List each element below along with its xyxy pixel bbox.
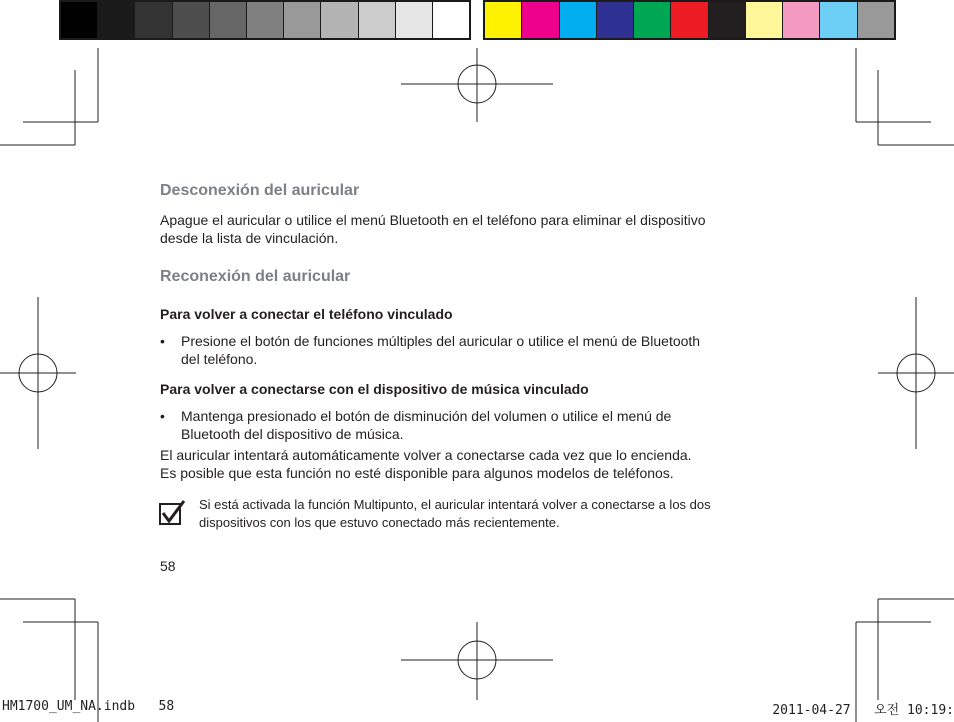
subheading-music-device: Para volver a conectarse con el dispositivo de música vinculado xyxy=(160,381,589,397)
subheading-phone: Para volver a conectar el teléfono vinculado xyxy=(160,306,453,322)
bullet-text-line: Bluetooth del dispositivo de música. xyxy=(181,426,404,442)
slug-timestamp: 2011-04-27 오전 10:19: xyxy=(772,703,954,718)
bullet-text-line: del teléfono. xyxy=(181,351,258,367)
note-text-line: dispositivos con los que estuvo conectado más recientemente. xyxy=(199,515,560,530)
bullet-text-line: Presione el botón de funciones múltiples del auricular o utilice el menú de Bluetooth xyxy=(181,333,701,349)
slug-filename: HM1700_UM_NA.indb 58 xyxy=(2,699,175,714)
section-heading-disconnect: Desconexión del auricular xyxy=(160,182,360,199)
bullet-text-line: Mantenga presionado el botón de disminución del volumen o utilice el menú de xyxy=(181,408,672,424)
checkmark-note-icon xyxy=(159,500,187,531)
body-text-line: El auricular intentará automáticamente volver a conectarse cada vez que lo encienda. xyxy=(160,447,692,463)
note-text xyxy=(199,496,809,532)
note-text-line: Si está activada la función Multipunto, el auricular intentará volver a conectarse a los dos xyxy=(199,497,711,512)
section-heading-reconnect: Reconexión del auricular xyxy=(160,268,351,285)
body-text-line: Apague el auricular o utilice el menú Bluetooth en el teléfono para eliminar el dispositivo xyxy=(160,212,706,228)
bullet-marker: • xyxy=(160,333,165,349)
body-text-line: desde la lista de vinculación. xyxy=(160,230,339,246)
page-number: 58 xyxy=(160,558,176,574)
bullet-marker: • xyxy=(160,408,165,424)
body-text-line: Es posible que esta función no esté disponible para algunos modelos de teléfonos. xyxy=(160,465,674,481)
